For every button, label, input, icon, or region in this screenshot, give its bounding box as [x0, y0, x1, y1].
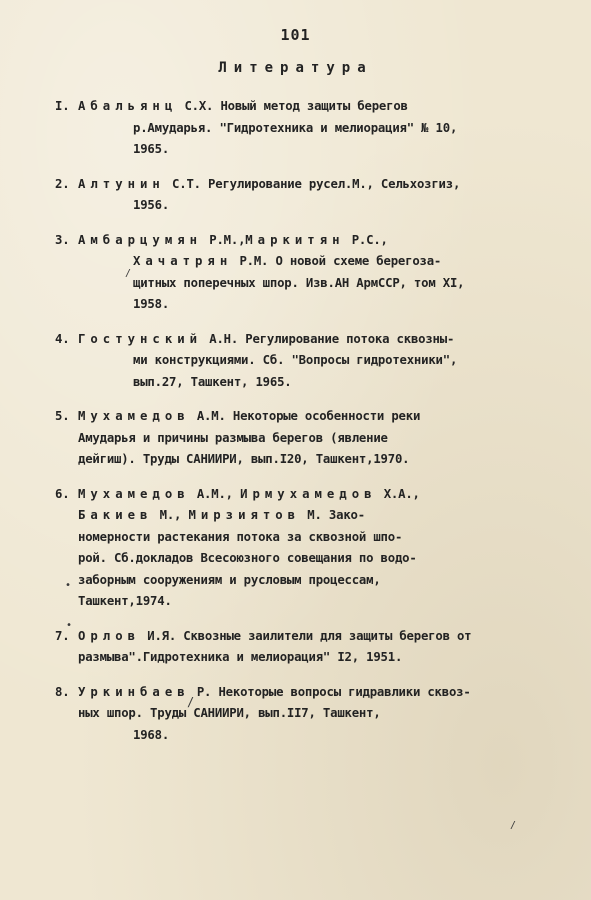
reference-line: Амударья и причины размыва берегов (явление — [78, 430, 388, 445]
reference-item — [55, 626, 555, 669]
reference-line: 1958. — [133, 297, 170, 311]
reference-line: 1968. — [133, 727, 170, 742]
author-name: Амбарцумян — [78, 232, 203, 247]
reference-line: 1965. — [133, 142, 170, 156]
reference-line: щитных поперечных шпор. Изв.АН АрмССР, том XI, — [133, 275, 465, 290]
reference-line — [78, 682, 555, 704]
reference-number: 8. — [55, 684, 70, 699]
reference-line — [78, 329, 555, 351]
reference-line — [78, 484, 555, 506]
reference-line: Ташкент,1974. — [78, 594, 172, 608]
page-number: 101 — [280, 26, 311, 44]
reference-number: 7. — [55, 628, 70, 643]
page-title: Литература — [218, 60, 373, 76]
reference-text: Р.М. О новой схеме берегоза- — [232, 254, 442, 268]
reference-line — [78, 174, 555, 196]
reference-text: М. Зако- — [300, 508, 365, 522]
reference-line: ми конструкциями. Сб. "Вопросы гидротехники", — [133, 353, 458, 367]
reference-number: 3. — [55, 232, 70, 247]
reference-text: Р.М., — [202, 232, 246, 247]
reference-text: А.М., — [189, 486, 241, 501]
reference-line — [78, 251, 555, 273]
pen-mark: • — [66, 620, 73, 631]
reference-line — [78, 406, 555, 428]
reference-item — [55, 329, 555, 394]
reference-line: номерности растекания потока за сквозной шпо- — [78, 529, 403, 544]
reference-line: дейгиш). Труды САНИИРИ, вып.I20, Ташкент,1970. — [78, 452, 410, 466]
reference-text: С.Т. Регулирование русел.М., Сельхозгиз, — [164, 176, 461, 191]
reference-line: ных шпор. Труды САНИИРИ, вып.II7, Ташкент, — [78, 706, 381, 720]
reference-text: А.М. Некоторые особенности реки — [189, 409, 421, 423]
reference-number: 2. — [55, 176, 70, 191]
reference-line — [78, 626, 555, 648]
author-name: Бакиев — [78, 508, 153, 522]
pen-mark: / — [510, 820, 517, 831]
reference-line: р.Амударья. "Гидротехника и мелиорация" № 10, — [133, 120, 458, 135]
reference-number: 4. — [55, 331, 70, 346]
reference-line: заборным сооружениям и русловым процессам, — [78, 572, 381, 587]
reference-item — [55, 682, 555, 747]
author-name: Абальянц — [78, 99, 178, 113]
reference-number: 6. — [55, 486, 70, 501]
reference-line — [78, 505, 555, 527]
reference-text: Р. Некоторые вопросы гидравлики сквоз- — [189, 684, 471, 699]
reference-text: Х.А., — [376, 486, 420, 501]
reference-line: 1956. — [133, 198, 170, 212]
reference-item — [55, 174, 555, 217]
reference-list — [55, 96, 555, 759]
author-name: Хачатрян — [133, 254, 233, 268]
author-name: Уркинбаев — [78, 684, 190, 699]
reference-number: I. — [55, 99, 70, 113]
reference-line: размыва".Гидротехника и мелиорация" I2, 1951. — [78, 650, 403, 664]
author-name: Мухамедов — [78, 409, 190, 423]
reference-number: 5. — [55, 409, 70, 423]
author-name: Маркитян — [245, 232, 345, 247]
reference-text: А.Н. Регулирование потока сквозны- — [202, 331, 455, 346]
reference-line — [78, 96, 555, 118]
reference-item — [55, 96, 555, 161]
reference-line: рой. Сб.докладов Всесоюзного совещания по водо- — [78, 551, 417, 565]
pen-mark: / — [125, 268, 132, 279]
reference-text: М., — [152, 508, 189, 522]
reference-line: вып.27, Ташкент, 1965. — [133, 374, 292, 389]
author-name: Мухамедов — [78, 486, 190, 501]
author-name: Ирмухамедов — [240, 486, 377, 501]
reference-text: С.Х. Новый метод защиты берегов — [177, 99, 408, 113]
reference-text: Р.С., — [344, 232, 388, 247]
author-name: Орлов — [78, 628, 141, 643]
reference-item — [55, 406, 555, 471]
pen-mark: • — [65, 580, 72, 591]
reference-line — [78, 230, 555, 252]
author-name: Гостунский — [78, 331, 203, 346]
author-name: Алтунин — [78, 176, 165, 191]
pen-mark: / — [187, 695, 195, 709]
author-name: Мирзиятов — [188, 508, 301, 522]
reference-item — [55, 484, 555, 613]
reference-text: И.Я. Сквозные заилители для защиты берегов от — [140, 628, 472, 643]
